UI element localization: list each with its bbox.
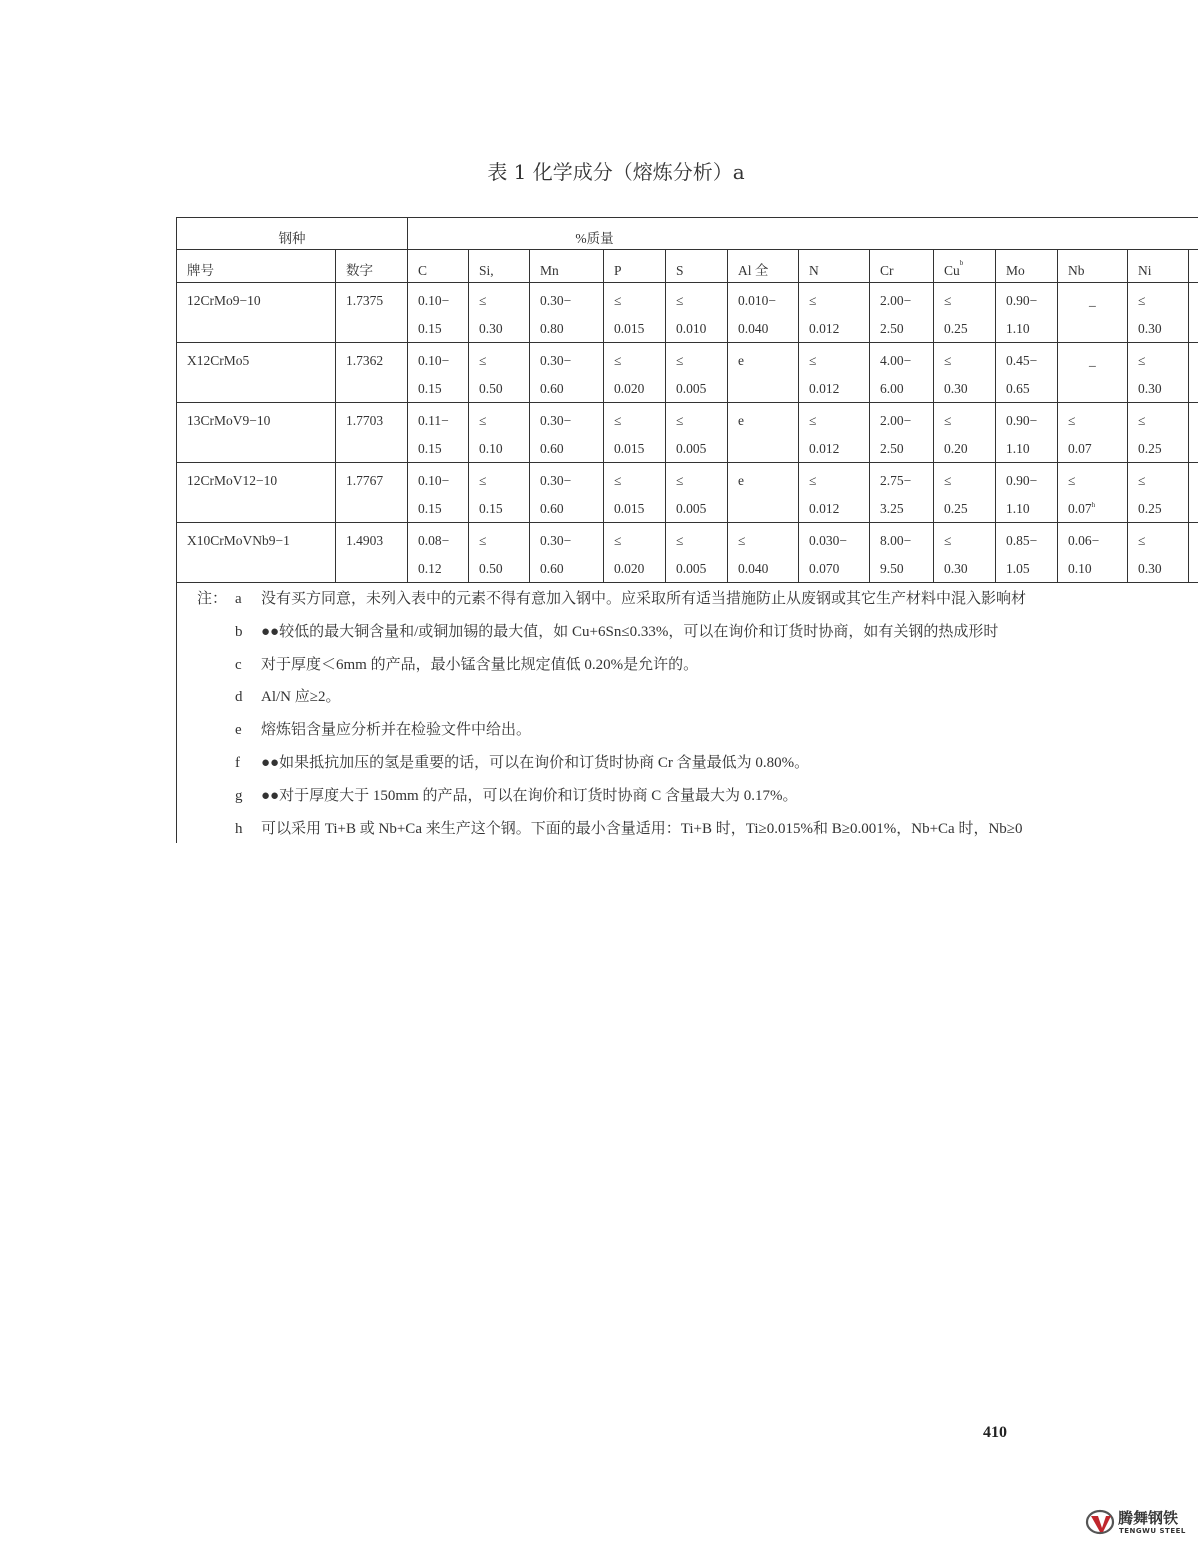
col-header-mn: Mn (530, 250, 604, 283)
cell-p (604, 523, 666, 583)
value-line-1: 0.85− (1006, 533, 1038, 548)
value-line-2: 0.60 (540, 561, 564, 576)
cell-nb (1058, 523, 1128, 583)
notes-prefix: 注： (197, 591, 228, 607)
cell-extra (1189, 463, 1198, 523)
col-header-si: Si, (469, 250, 530, 283)
cell-al (728, 523, 799, 583)
value-line-1: ≤ (676, 533, 684, 548)
cell-cu (934, 403, 996, 463)
cell-n (799, 463, 870, 523)
value-line-2: 0.005 (676, 561, 707, 576)
footnote-text: Al/N 应≥2。 (261, 689, 341, 706)
grade-value: X10CrMoVNb9−1 (187, 533, 290, 548)
value-line-2: 0.10 (479, 441, 503, 456)
value-line-1: e (738, 473, 744, 488)
value-line-2: 0.015 (614, 501, 645, 516)
cell-number (336, 343, 408, 403)
footnote-letter: d (235, 689, 243, 706)
footnote-text: ●●如果抵抗加压的氢是重要的话，可以在询价和订货时协商 Cr 含量最低为 0.80%。 (261, 754, 810, 771)
table-row (177, 283, 1198, 343)
cell-mo (996, 403, 1058, 463)
value-line-2: 9.50 (880, 561, 904, 576)
header-steel-type: 钢种 (177, 218, 408, 250)
value-line-1: ≤ (479, 413, 487, 428)
footnote-text: 对于厚度＜6mm 的产品，最小锰含量比规定值低 0.20%是允许的。 (261, 656, 699, 673)
value-line-1: ≤ (1138, 293, 1146, 308)
col-header-cr: Cr (870, 250, 934, 283)
footnote-item (187, 780, 1198, 813)
value-line-2: 0.50 (479, 381, 503, 396)
cell-al (728, 343, 799, 403)
value-line-2: 1.10 (1006, 441, 1030, 456)
value-line-2: 0.040 (738, 561, 769, 576)
logo-chinese-name: 腾舞钢铁 (1118, 1509, 1179, 1527)
value-line-1: ≤ (809, 413, 817, 428)
cell-grade (177, 523, 336, 583)
cell-extra (1189, 403, 1198, 463)
footnote-item (187, 616, 1198, 649)
table-row (177, 403, 1198, 463)
cell-mo (996, 283, 1058, 343)
value-line-1: 4.00− (880, 353, 912, 368)
value-line-1: 0.30− (540, 473, 572, 488)
value-line-1: 0.30− (540, 413, 572, 428)
cell-c (408, 523, 469, 583)
cell-mo (996, 343, 1058, 403)
cell-n (799, 523, 870, 583)
value-line-1: e (738, 413, 744, 428)
cell-number (336, 403, 408, 463)
cell-p (604, 403, 666, 463)
footnote-item (187, 681, 1198, 714)
value-line-1: ≤ (676, 293, 684, 308)
footnote-letter: e (235, 722, 242, 739)
cell-mn (530, 523, 604, 583)
value-line-1: ≤ (944, 473, 952, 488)
value-line-1: e (738, 353, 744, 368)
value-line-1: 0.08− (418, 533, 450, 548)
footnote-text: 没有买方同意，未列入表中的元素不得有意加入钢中。应采取所有适当措施防止从废钢或其它生产材料中混入影响材 (261, 591, 1027, 607)
footnote-text: ●●较低的最大铜含量和/或铜加锡的最大值，如 Cu+6Sn≤0.33%，可以在询价和订货时协商，如有关钢的热成形时 (261, 623, 999, 640)
value-line-1: ≤ (1138, 473, 1146, 488)
footnote-text: ●●对于厚度大于 150mm 的产品，可以在询价和订货时协商 C 含量最大为 0.17%。 (261, 787, 798, 804)
value-line-1: 0.90− (1006, 293, 1038, 308)
col-header-cu: Cu$^b$ (934, 250, 996, 283)
notes-row (177, 583, 1198, 844)
value-line-1: 8.00− (880, 533, 912, 548)
col-header-number: 数字 (336, 250, 408, 283)
value-line-2: 0.30 (1138, 321, 1162, 336)
footnote-item (187, 649, 1198, 682)
value-line-2: 0.020 (614, 381, 645, 396)
footnote-item (187, 813, 1198, 843)
value-line-1: ≤ (1138, 533, 1146, 548)
value-line-2: 0.25 (1138, 441, 1162, 456)
cell-cr (870, 343, 934, 403)
value-line-1: ≤ (614, 473, 622, 488)
value-line-1: ≤ (676, 413, 684, 428)
cell-c (408, 403, 469, 463)
value-line-2: 0.80 (540, 321, 564, 336)
cell-cr (870, 463, 934, 523)
cell-mn (530, 463, 604, 523)
value-line-2: 0.15 (418, 381, 442, 396)
value-line-1: ≤ (1138, 353, 1146, 368)
value-line-2: 0.25 (944, 321, 968, 336)
brand-logo (1085, 1505, 1195, 1539)
cell-nb (1058, 283, 1128, 343)
cell-mn (530, 343, 604, 403)
number-value: 1.7767 (346, 473, 384, 488)
cell-ni (1128, 463, 1189, 523)
value-line-2: 6.00 (880, 381, 904, 396)
col-header-mo: Mo (996, 250, 1058, 283)
footnote-letter: f (235, 754, 240, 771)
number-value: 1.7375 (346, 293, 384, 308)
cell-grade (177, 283, 336, 343)
cell-p (604, 283, 666, 343)
value-line-2: 0.30 (1138, 561, 1162, 576)
cell-mn (530, 403, 604, 463)
grade-value: 12CrMoV12−10 (187, 473, 278, 488)
value-line-1: ≤ (944, 353, 952, 368)
value-line-1: ≤ (614, 533, 622, 548)
col-header-nb: Nb (1058, 250, 1128, 283)
footnote-text: 熔炼铝含量应分析并在检验文件中给出。 (261, 722, 532, 739)
cell-mo (996, 523, 1058, 583)
col-header-extra (1189, 250, 1198, 283)
cell-cr (870, 403, 934, 463)
value-line-2: 0.30 (944, 561, 968, 576)
cell-ni (1128, 403, 1189, 463)
value-line-1: ≤ (809, 353, 817, 368)
value-line-2 (738, 432, 798, 461)
value-line-2: 0.15 (418, 321, 442, 336)
cell-nb (1058, 343, 1128, 403)
value-line-1: ≤ (809, 293, 817, 308)
cell-cr (870, 523, 934, 583)
value-line-2 (1068, 372, 1127, 401)
value-line-1: 0.030− (809, 533, 847, 548)
value-line-1: 0.30− (540, 533, 572, 548)
table-title: 表 1 化学成分（熔炼分析）a (487, 160, 745, 184)
table-row (177, 523, 1198, 583)
value-line-1: 0.90− (1006, 473, 1038, 488)
cell-extra (1189, 523, 1198, 583)
value-line-1: ≤ (614, 293, 622, 308)
footnote-letter: g (235, 787, 243, 804)
cell-n (799, 283, 870, 343)
value-line-1: ≤ (479, 353, 487, 368)
col-header-s: S (666, 250, 728, 283)
footnote-letter: c (235, 656, 242, 673)
footnote-item (187, 747, 1198, 780)
value-line-1: ≤ (944, 293, 952, 308)
cell-extra (1189, 283, 1198, 343)
cell-mn (530, 283, 604, 343)
cell-p (604, 463, 666, 523)
footnote-item (187, 714, 1198, 747)
value-line-1: ≤ (614, 353, 622, 368)
value-line-1: _ (1089, 353, 1096, 368)
value-line-2: 0.25 (944, 501, 968, 516)
cell-cu (934, 343, 996, 403)
value-line-1: ≤ (944, 413, 952, 428)
value-line-2: 0.012 (809, 501, 840, 516)
value-line-1: 0.10− (418, 353, 450, 368)
value-line-1: 0.45− (1006, 353, 1038, 368)
cell-number (336, 283, 408, 343)
cell-ni (1128, 343, 1189, 403)
value-line-2: 0.012 (809, 441, 840, 456)
chemical-composition-table (176, 217, 1198, 843)
cell-grade (177, 463, 336, 523)
value-line-2: 0.012 (809, 381, 840, 396)
grade-value: X12CrMo5 (187, 353, 250, 368)
cell-nb (1058, 403, 1128, 463)
cell-al (728, 283, 799, 343)
value-line-2: 0.10 (1068, 561, 1092, 576)
cell-si (469, 283, 530, 343)
value-line-1: 0.11− (418, 413, 449, 428)
value-line-1: 0.90− (1006, 413, 1038, 428)
cell-s (666, 343, 728, 403)
value-line-1: ≤ (944, 533, 952, 548)
cell-cu (934, 463, 996, 523)
value-line-1: 0.06− (1068, 533, 1100, 548)
cell-s (666, 283, 728, 343)
value-line-2: 0.60 (540, 501, 564, 516)
value-line-1: 0.10− (418, 473, 450, 488)
value-line-2: 0.020 (614, 561, 645, 576)
cell-number (336, 523, 408, 583)
value-line-2: 0.07$^h$ (1068, 501, 1096, 516)
cell-s (666, 523, 728, 583)
value-line-1: ≤ (1138, 413, 1146, 428)
value-line-2: 0.65 (1006, 381, 1030, 396)
tengwu-logo-icon (1085, 1507, 1115, 1537)
value-line-1: ≤ (479, 533, 487, 548)
value-line-2: 3.25 (880, 501, 904, 516)
value-line-1: 2.75− (880, 473, 912, 488)
cell-grade (177, 403, 336, 463)
value-line-2: 1.10 (1006, 321, 1030, 336)
value-line-2: 2.50 (880, 321, 904, 336)
cell-n (799, 343, 870, 403)
value-line-2: 0.012 (809, 321, 840, 336)
header-column-row (177, 250, 1198, 283)
footnote-mark: h (1091, 501, 1096, 509)
value-line-2 (1068, 312, 1127, 341)
value-line-2: 0.040 (738, 321, 769, 336)
cell-p (604, 343, 666, 403)
footnote-letter: a (235, 591, 242, 607)
value-line-2: 0.010 (676, 321, 707, 336)
cell-mo (996, 463, 1058, 523)
value-line-2: 1.10 (1006, 501, 1030, 516)
value-line-2 (738, 492, 798, 521)
value-line-1: 0.30− (540, 353, 572, 368)
value-line-1: ≤ (676, 473, 684, 488)
value-line-1: _ (1089, 293, 1096, 308)
value-line-2: 0.20 (944, 441, 968, 456)
value-line-2: 0.005 (676, 501, 707, 516)
col-header-al: Al 全 (728, 250, 799, 283)
cell-n (799, 403, 870, 463)
value-line-2: 0.07 (1068, 441, 1092, 456)
value-line-2: 0.30 (1138, 381, 1162, 396)
footnote-text: 可以采用 Ti+B 或 Nb+Ca 来生产这个钢。下面的最小含量适用：Ti+B 时，Ti≥0.015%和 B≥0.001%，Nb+Ca 时，Nb≥0 (261, 820, 1023, 837)
value-line-1: 0.10− (418, 293, 450, 308)
col-header-grade: 牌号 (177, 250, 336, 283)
logo-english-name: TENGWU STEEL (1119, 1527, 1186, 1535)
value-line-2: 0.50 (479, 561, 503, 576)
value-line-2: 0.015 (614, 321, 645, 336)
cell-ni (1128, 283, 1189, 343)
notes-cell (177, 583, 1198, 844)
col-header-c: C (408, 250, 469, 283)
value-line-1: ≤ (614, 413, 622, 428)
number-value: 1.7362 (346, 353, 384, 368)
value-line-2: 0.015 (614, 441, 645, 456)
value-line-2: 0.15 (418, 441, 442, 456)
value-line-2: 0.60 (540, 381, 564, 396)
cell-cr (870, 283, 934, 343)
footnote-mark: b (959, 259, 964, 267)
value-line-1: ≤ (1068, 473, 1076, 488)
cell-si (469, 523, 530, 583)
cell-al (728, 463, 799, 523)
table-row (177, 463, 1198, 523)
value-line-1: ≤ (676, 353, 684, 368)
col-header-p: P (604, 250, 666, 283)
cell-nb (1058, 463, 1128, 523)
cell-extra (1189, 343, 1198, 403)
cell-c (408, 343, 469, 403)
value-line-2: 0.25 (1138, 501, 1162, 516)
grade-value: 13CrMoV9−10 (187, 413, 271, 428)
value-line-2: 0.30 (944, 381, 968, 396)
header-group-row (177, 218, 1198, 250)
value-line-1: ≤ (1068, 413, 1076, 428)
value-line-2: 0.005 (676, 381, 707, 396)
value-line-1: 2.00− (880, 413, 912, 428)
cell-grade (177, 343, 336, 403)
cell-al (728, 403, 799, 463)
value-line-1: ≤ (738, 533, 746, 548)
cell-s (666, 403, 728, 463)
value-line-2: 2.50 (880, 441, 904, 456)
value-line-2: 0.070 (809, 561, 840, 576)
value-line-1: 2.00− (880, 293, 912, 308)
cell-ni (1128, 523, 1189, 583)
number-value: 1.4903 (346, 533, 384, 548)
cell-cu (934, 283, 996, 343)
cell-si (469, 403, 530, 463)
footnote-letter: b (235, 623, 243, 640)
cell-si (469, 463, 530, 523)
header-mass-percent: %质量 (408, 218, 1198, 250)
value-line-2: 0.15 (479, 501, 503, 516)
cell-c (408, 463, 469, 523)
col-header-n: N (799, 250, 870, 283)
value-line-2: 0.30 (479, 321, 503, 336)
value-line-2: 0.12 (418, 561, 442, 576)
col-header-ni: Ni (1128, 250, 1189, 283)
value-line-2: 0.005 (676, 441, 707, 456)
value-line-1: ≤ (809, 473, 817, 488)
value-line-2: 0.60 (540, 441, 564, 456)
cell-s (666, 463, 728, 523)
footnote-item (187, 583, 1198, 616)
value-line-1: 0.30− (540, 293, 572, 308)
value-line-2 (738, 372, 798, 401)
value-line-1: 0.010− (738, 293, 776, 308)
footnote-letter: h (235, 820, 243, 837)
number-value: 1.7703 (346, 413, 384, 428)
cell-cu (934, 523, 996, 583)
value-line-1: ≤ (479, 293, 487, 308)
value-line-2: 0.15 (418, 501, 442, 516)
cell-number (336, 463, 408, 523)
value-line-1: ≤ (479, 473, 487, 488)
grade-value: 12CrMo9−10 (187, 293, 261, 308)
chemical-composition-table-wrapper (176, 217, 1198, 843)
cell-c (408, 283, 469, 343)
page-number: 410 (983, 1424, 1007, 1441)
value-line-2: 1.05 (1006, 561, 1030, 576)
cell-si (469, 343, 530, 403)
table-row (177, 343, 1198, 403)
